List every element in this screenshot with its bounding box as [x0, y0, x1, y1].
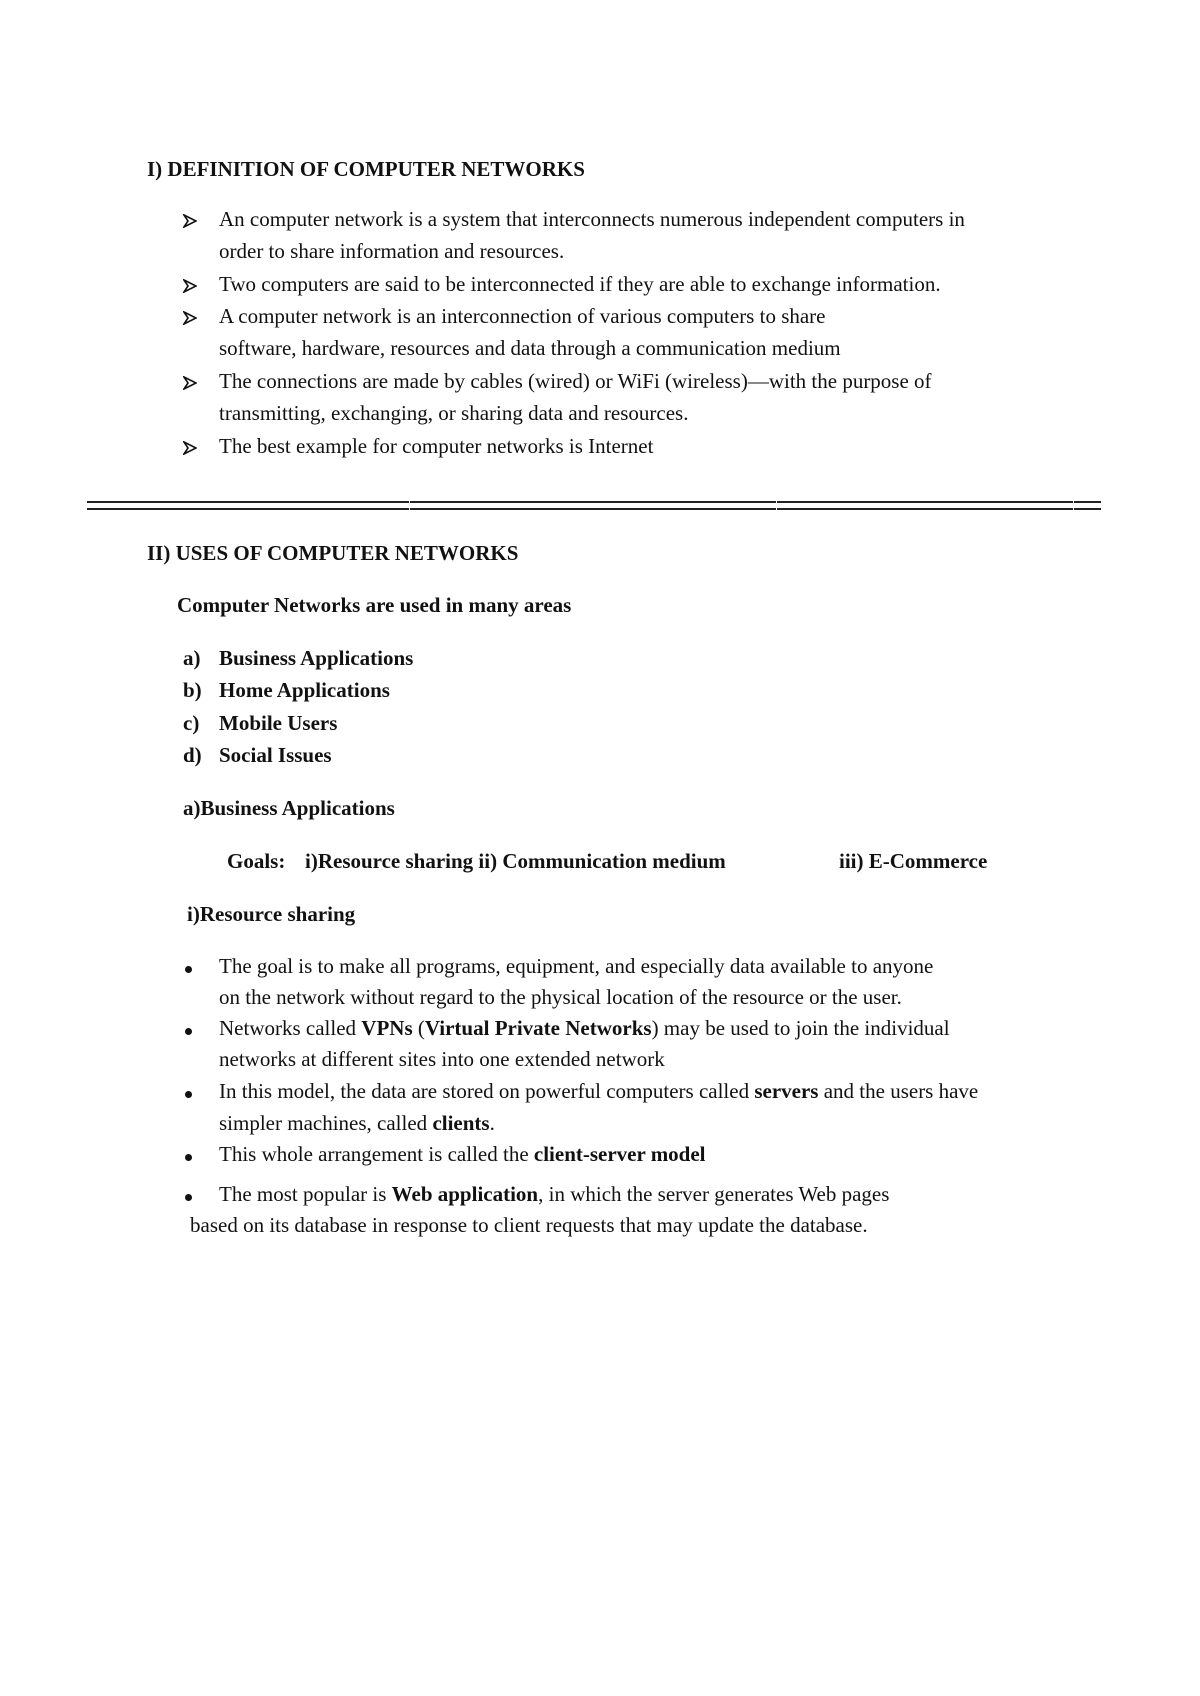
area-label-mobile: Mobile Users — [219, 711, 338, 735]
area-marker-b: b) — [183, 678, 202, 702]
uses-intro: Computer Networks are used in many areas — [177, 593, 572, 617]
definition-item-1-line-2: order to share information and resources. — [219, 239, 565, 263]
definition-item-5-line-1: The best example for computer networks is Internet — [219, 434, 654, 458]
resource-item-2-line-1 — [219, 1016, 950, 1041]
goals-list-1: i)Resource sharing ii) Communication medium — [305, 849, 726, 873]
text-run: Networks called — [219, 1016, 362, 1040]
arrow-bullet-icon — [183, 376, 197, 390]
servers-term: servers — [754, 1079, 819, 1103]
double-rule-divider — [87, 501, 1101, 510]
text-run: In this model, the data are stored on powerful computers called — [219, 1079, 755, 1103]
virtual-private-networks-term: Virtual Private Networks — [424, 1016, 652, 1040]
resource-item-5-line-2: based on its database in response to client requests that may update the database. — [190, 1213, 868, 1237]
text-run: simpler machines, called — [219, 1111, 433, 1135]
text-run: ( — [412, 1016, 425, 1040]
vpns-term: VPNs — [361, 1016, 413, 1040]
definition-item-4-line-1: The connections are made by cables (wired) or WiFi (wireless)—with the purpose of — [219, 369, 932, 393]
bullet-dot-icon — [185, 1091, 192, 1098]
definition-item-3-line-2: software, hardware, resources and data through a communication medium — [219, 336, 841, 360]
arrow-bullet-icon — [183, 279, 197, 293]
goals-list-2: iii) E-Commerce — [839, 849, 988, 873]
bullet-dot-icon — [185, 1194, 192, 1201]
text-run: This whole arrangement is called the — [219, 1142, 534, 1166]
area-marker-d: d) — [183, 743, 202, 767]
text-run: . — [489, 1111, 495, 1135]
resource-item-1-line-1: The goal is to make all programs, equipment, and especially data available to anyone — [219, 954, 934, 978]
area-marker-c: c) — [183, 711, 200, 735]
resource-sharing-heading: i)Resource sharing — [187, 902, 356, 926]
area-label-home: Home Applications — [219, 678, 390, 702]
bullet-dot-icon — [185, 966, 192, 973]
definition-item-1-line-1: An computer network is a system that interconnects numerous independent computers in — [219, 207, 965, 231]
area-label-social: Social Issues — [219, 743, 332, 767]
arrow-bullet-icon — [183, 311, 197, 325]
bullet-dot-icon — [185, 1028, 192, 1035]
definition-item-3-line-1: A computer network is an interconnection of various computers to share — [219, 304, 826, 328]
resource-item-4-line-1 — [219, 1142, 706, 1167]
clients-term: clients — [432, 1111, 490, 1135]
arrow-bullet-icon — [183, 441, 197, 455]
text-run: , in which the server generates Web pages — [538, 1182, 890, 1206]
text-run: The most popular is — [219, 1182, 392, 1206]
client-server-model-term: client-server model — [533, 1142, 706, 1166]
resource-item-3-line-2 — [219, 1111, 495, 1136]
resource-item-2-line-2: networks at different sites into one extended network — [219, 1047, 665, 1071]
bullet-dot-icon — [185, 1154, 192, 1161]
goals-label: Goals: — [227, 849, 286, 873]
section-2-heading: II) USES OF COMPUTER NETWORKS — [147, 541, 519, 565]
resource-item-1-line-2: on the network without regard to the physical location of the resource or the user. — [219, 985, 902, 1009]
business-subheading: a)Business Applications — [183, 796, 395, 820]
area-label-business: Business Applications — [219, 646, 414, 670]
resource-item-3-line-1 — [219, 1079, 978, 1104]
definition-item-4-line-2: transmitting, exchanging, or sharing data and resources. — [219, 401, 689, 425]
text-run: ) may be used to join the individual — [651, 1016, 950, 1040]
text-run: and the users have — [818, 1079, 979, 1103]
definition-item-2-line-1: Two computers are said to be interconnected if they are able to exchange information. — [219, 272, 941, 296]
web-application-term: Web application — [391, 1182, 539, 1206]
area-marker-a: a) — [183, 646, 201, 670]
section-1-heading: I) DEFINITION OF COMPUTER NETWORKS — [147, 157, 585, 181]
arrow-bullet-icon — [183, 214, 197, 228]
resource-item-5-line-1 — [219, 1182, 889, 1207]
